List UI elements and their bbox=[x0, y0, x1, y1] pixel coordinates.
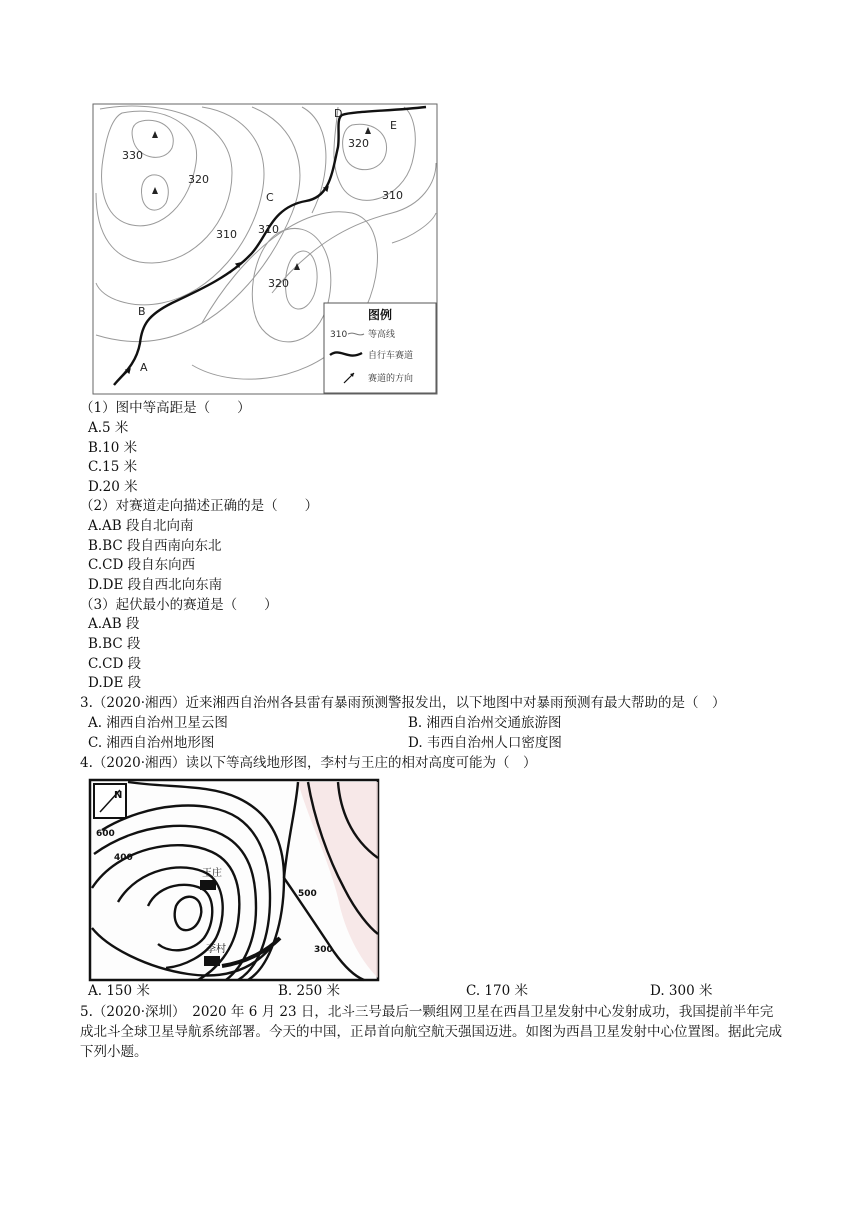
q2-sub3-option-b: B.BC 段 bbox=[88, 636, 141, 652]
map1-contour-label: 330 bbox=[122, 149, 143, 162]
q3-stem: 3.（2020·湘西）近来湘西自治州各县雷有暴雨预测警报发出，以下地图中对暴雨预测有最大帮助的是（ ） bbox=[80, 695, 726, 711]
legend-contour-sample: 310 bbox=[330, 330, 348, 340]
place-licun: 李村 bbox=[206, 944, 226, 955]
contour-map-figure bbox=[92, 103, 438, 395]
q4-contour-map bbox=[88, 778, 380, 982]
q3-option-b: B. 湘西自治州交通旅游图 bbox=[408, 715, 562, 731]
map1-contour-label: 320 bbox=[268, 277, 289, 290]
q3-option-d: D. 韦西自治州人口密度图 bbox=[408, 735, 562, 751]
q2-sub3-option-d: D.DE 段 bbox=[88, 675, 142, 691]
legend-title: 图例 bbox=[368, 308, 393, 322]
map1-contour-label: 310 bbox=[382, 189, 403, 202]
q5-paragraph: 5.（2020·深圳） 2020 年 6 月 23 日，北斗三号最后一颗组网卫星在西昌卫星发射中心发射成功，我国提前半年完成北斗全球卫星导航系统部署。今天的中国，正昂首向航空航天强国迈进。如图为西昌卫星发射中心位置图。据此完成下列小题。 bbox=[80, 1004, 782, 1060]
licun-marker bbox=[204, 956, 220, 966]
q4-contour-label-600: 600 bbox=[96, 829, 115, 839]
q4-option-b: B. 250 米 bbox=[278, 983, 341, 999]
q4-contour-label-500: 500 bbox=[298, 889, 317, 899]
q2-sub2-option-c: C.CD 段自东向西 bbox=[88, 557, 196, 573]
map1-contour-label: 310 bbox=[258, 223, 279, 236]
q2-sub3-option-a: A.AB 段 bbox=[88, 616, 140, 632]
map-legend bbox=[324, 303, 436, 393]
q2-sub2-stem: （2）对赛道走向描述正确的是（ ） bbox=[80, 498, 319, 514]
map1-contour-label: 320 bbox=[348, 137, 369, 150]
point-label-c: C bbox=[266, 191, 274, 204]
q3-option-c: C. 湘西自治州地形图 bbox=[88, 735, 215, 751]
q4-stem: 4.（2020·湘西）读以下等高线地形图，李村与王庄的相对高度可能为（ ） bbox=[80, 755, 537, 771]
q2-sub3-option-c: C.CD 段 bbox=[88, 656, 142, 672]
q2-sub2-option-d: D.DE 段自西北向东南 bbox=[88, 577, 223, 593]
point-label-a: A bbox=[140, 361, 148, 374]
north-arrow-label: N bbox=[114, 790, 123, 801]
map1-contour-label: 310 bbox=[216, 228, 237, 241]
point-label-d: D bbox=[334, 107, 343, 120]
q2-sub2-option-a: A.AB 段自北向南 bbox=[88, 518, 194, 534]
q2-sub1-stem: （1）图中等高距是（ ） bbox=[80, 400, 251, 416]
q2-sub1-option-b: B.10 米 bbox=[88, 440, 138, 456]
q4-contour-label-300: 300 bbox=[314, 945, 333, 955]
q4-option-c: C. 170 米 bbox=[466, 983, 528, 999]
q2-sub3-stem: （3）起伏最小的赛道是（ ） bbox=[80, 597, 278, 613]
legend-contour-text: 等高线 bbox=[368, 330, 396, 340]
q2-sub2-option-b: B.BC 段自西南向东北 bbox=[88, 538, 222, 554]
q4-contour-label-400: 400 bbox=[114, 853, 133, 863]
place-wangzhuang: 王庄 bbox=[202, 868, 222, 879]
legend-track-text: 自行车赛道 bbox=[368, 351, 414, 361]
point-label-b: B bbox=[138, 305, 146, 318]
q4-option-d: D. 300 米 bbox=[650, 983, 713, 999]
point-label-e: E bbox=[390, 119, 397, 132]
q2-sub1-option-c: C.15 米 bbox=[88, 459, 138, 475]
legend-arrow-text: 赛道的方向 bbox=[368, 374, 414, 384]
q4-option-a: A. 150 米 bbox=[88, 983, 150, 999]
wangzhuang-marker bbox=[200, 880, 216, 890]
q3-option-a: A. 湘西自治州卫星云图 bbox=[88, 715, 228, 731]
map1-contour-label: 320 bbox=[188, 173, 209, 186]
q2-sub1-option-d: D.20 米 bbox=[88, 479, 138, 495]
q2-sub1-option-a: A.5 米 bbox=[88, 420, 129, 436]
